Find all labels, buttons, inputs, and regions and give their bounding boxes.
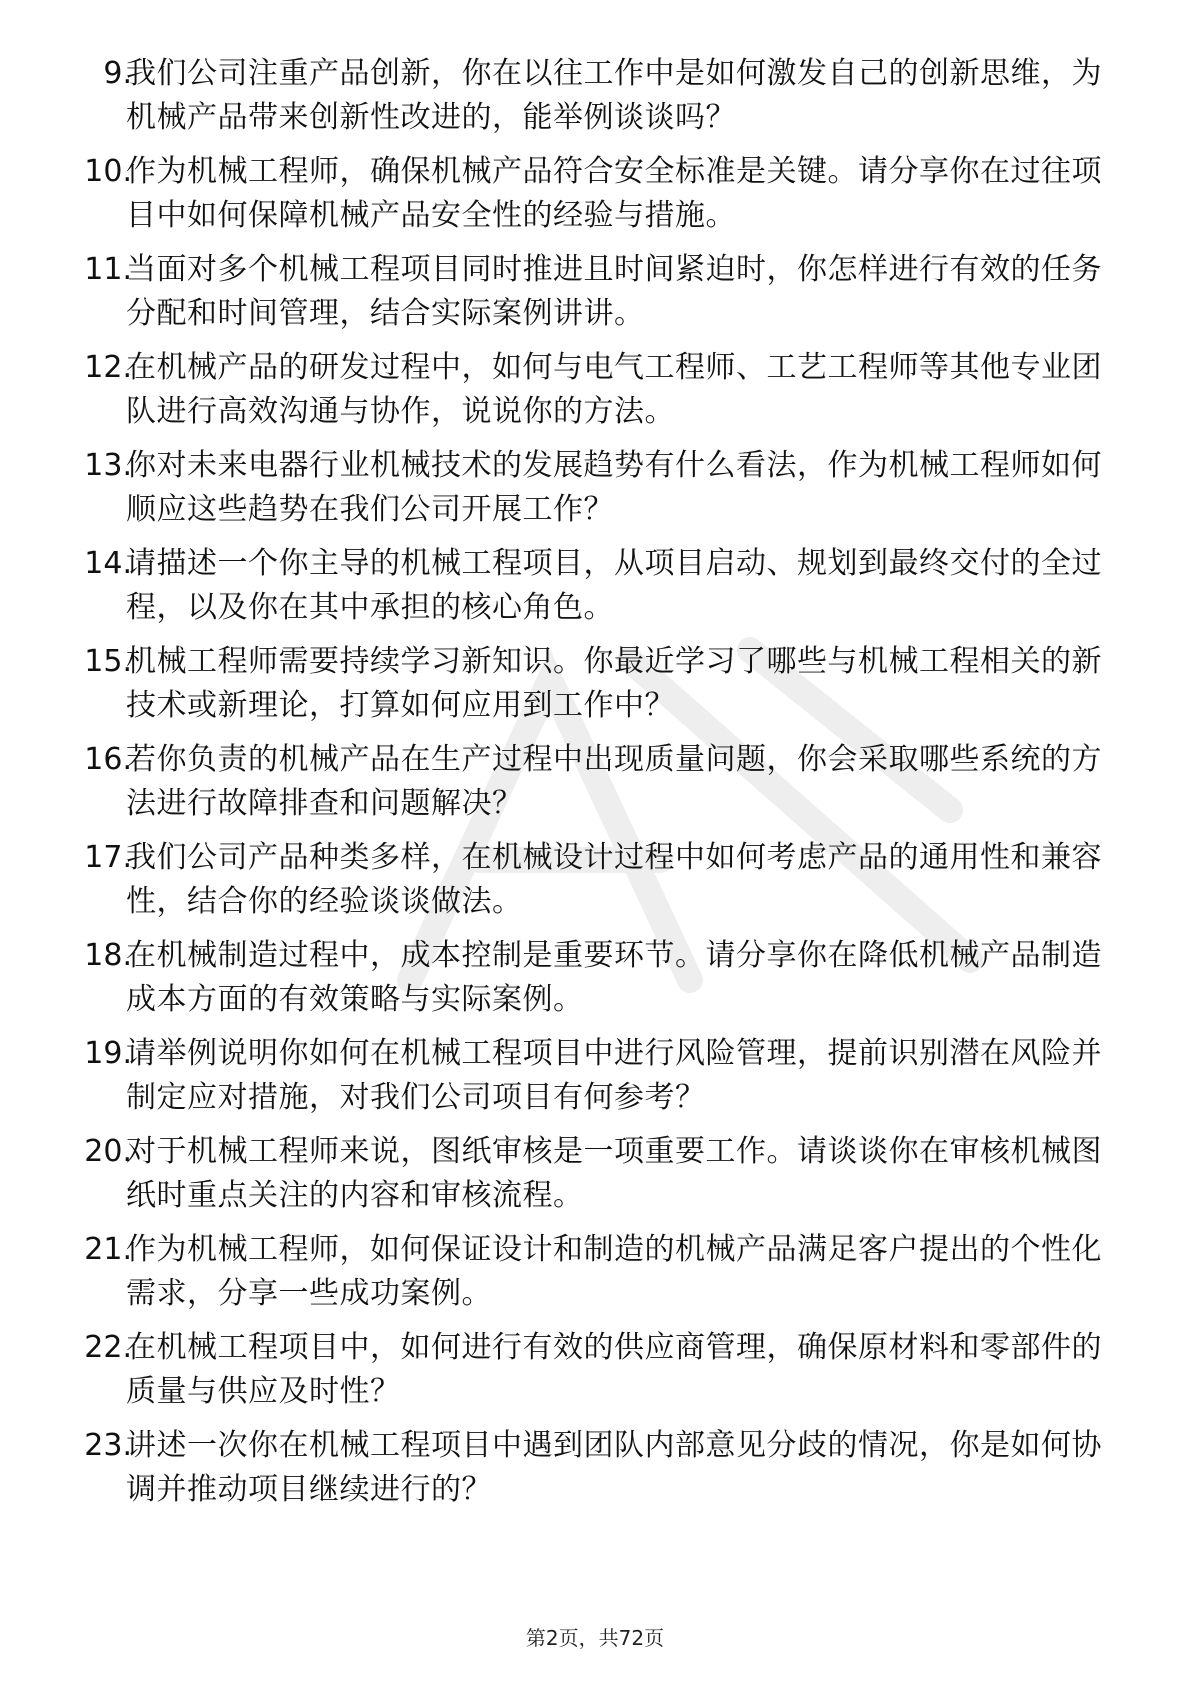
question-list: [0, 52, 1190, 1522]
question-number: 10.: [84, 154, 132, 189]
list-item: [0, 248, 1190, 346]
question-number: 12.: [84, 350, 132, 385]
question-text: 请描述一个你主导的机械工程项目，从项目启动、规划到最终交付的全过程，以及你在其中承担的核心角色。: [126, 546, 1102, 625]
list-item: [0, 738, 1190, 836]
page-number-label: 第2页，共72页: [525, 1626, 665, 1650]
question-text: 对于机械工程师来说，图纸审核是一项重要工作。请谈谈你在审核机械图纸时重点关注的内容和审核流程。: [126, 1134, 1102, 1213]
list-item: [0, 934, 1190, 1032]
question-number: 16.: [84, 742, 132, 777]
list-item: [0, 640, 1190, 738]
question-text: 在机械制造过程中，成本控制是重要环节。请分享你在降低机械产品制造成本方面的有效策略与实际案例。: [126, 938, 1102, 1017]
page-footer: [0, 1624, 1190, 1652]
list-item: [0, 52, 1190, 150]
list-item: [0, 542, 1190, 640]
list-item: [0, 1228, 1190, 1326]
question-text: 请举例说明你如何在机械工程项目中进行风险管理，提前识别潜在风险并制定应对措施，对我们公司项目有何参考？: [126, 1036, 1102, 1115]
question-text: 在机械工程项目中，如何进行有效的供应商管理，确保原材料和零部件的质量与供应及时性？: [126, 1330, 1102, 1409]
question-text: 你对未来电器行业机械技术的发展趋势有什么看法，作为机械工程师如何顺应这些趋势在我们公司开展工作？: [126, 448, 1102, 527]
list-item: [0, 1326, 1190, 1424]
list-item: [0, 1130, 1190, 1228]
question-number: 14.: [84, 546, 132, 581]
list-item: [0, 346, 1190, 444]
list-item: [0, 1032, 1190, 1130]
question-number: 17.: [84, 840, 132, 875]
question-number: 11.: [84, 252, 132, 287]
question-text: 在机械产品的研发过程中，如何与电气工程师、工艺工程师等其他专业团队进行高效沟通与协作，说说你的方法。: [126, 350, 1102, 429]
question-number: 18.: [84, 938, 132, 973]
question-text: 讲述一次你在机械工程项目中遇到团队内部意见分歧的情况，你是如何协调并推动项目继续进行的？: [126, 1428, 1102, 1507]
question-number: 22.: [84, 1330, 132, 1365]
question-number: 23.: [84, 1428, 132, 1463]
question-number: 13.: [84, 448, 132, 483]
question-text: 作为机械工程师，确保机械产品符合安全标准是关键。请分享你在过往项目中如何保障机械产品安全性的经验与措施。: [126, 154, 1102, 233]
question-number: 21.: [84, 1232, 132, 1267]
question-text: 我们公司产品种类多样，在机械设计过程中如何考虑产品的通用性和兼容性，结合你的经验谈谈做法。: [126, 840, 1102, 919]
list-item: [0, 1424, 1190, 1522]
question-text: 我们公司注重产品创新，你在以往工作中是如何激发自己的创新思维，为机械产品带来创新性改进的，能举例谈谈吗？: [126, 56, 1102, 135]
list-item: [0, 836, 1190, 934]
question-number: 15.: [84, 644, 132, 679]
list-item: [0, 444, 1190, 542]
question-number: 20.: [84, 1134, 132, 1169]
question-number: 9.: [103, 56, 132, 91]
question-text: 当面对多个机械工程项目同时推进且时间紧迫时，你怎样进行有效的任务分配和时间管理，结合实际案例讲讲。: [126, 252, 1102, 331]
question-text: 机械工程师需要持续学习新知识。你最近学习了哪些与机械工程相关的新技术或新理论，打算如何应用到工作中？: [126, 644, 1102, 723]
question-text: 若你负责的机械产品在生产过程中出现质量问题，你会采取哪些系统的方法进行故障排查和问题解决？: [126, 742, 1102, 821]
list-item: [0, 150, 1190, 248]
question-number: 19.: [84, 1036, 132, 1071]
question-text: 作为机械工程师，如何保证设计和制造的机械产品满足客户提出的个性化需求，分享一些成功案例。: [126, 1232, 1102, 1311]
